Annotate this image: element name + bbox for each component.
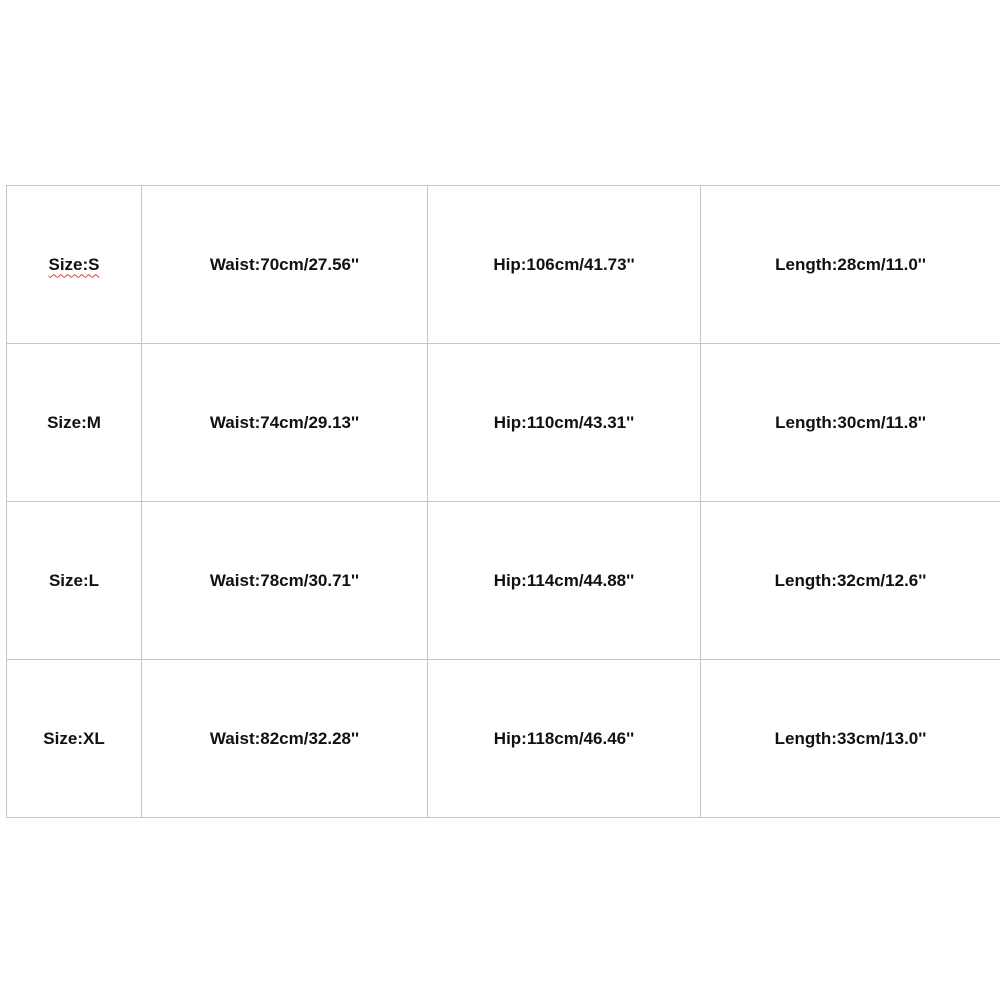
length-cell: Length:28cm/11.0'' [701, 186, 1000, 344]
waist-cell: Waist:70cm/27.56'' [142, 186, 428, 344]
size-cell: Size:L [7, 502, 142, 660]
size-cell: Size:XL [7, 660, 142, 818]
table-row [7, 660, 1000, 818]
size-label: Size:S [48, 254, 100, 274]
table-row [7, 344, 1000, 502]
length-cell: Length:30cm/11.8'' [701, 344, 1000, 502]
table-row [7, 502, 1000, 660]
length-cell: Length:33cm/13.0'' [701, 660, 1000, 818]
size-chart-table [6, 185, 1000, 818]
size-cell: Size:M [7, 344, 142, 502]
hip-cell: Hip:110cm/43.31'' [428, 344, 701, 502]
hip-cell: Hip:106cm/41.73'' [428, 186, 701, 344]
waist-cell: Waist:74cm/29.13'' [142, 344, 428, 502]
hip-cell: Hip:114cm/44.88'' [428, 502, 701, 660]
waist-cell: Waist:82cm/32.28'' [142, 660, 428, 818]
hip-cell: Hip:118cm/46.46'' [428, 660, 701, 818]
waist-cell: Waist:78cm/30.71'' [142, 502, 428, 660]
size-cell [7, 186, 142, 344]
length-cell: Length:32cm/12.6'' [701, 502, 1000, 660]
table-row [7, 186, 1000, 344]
